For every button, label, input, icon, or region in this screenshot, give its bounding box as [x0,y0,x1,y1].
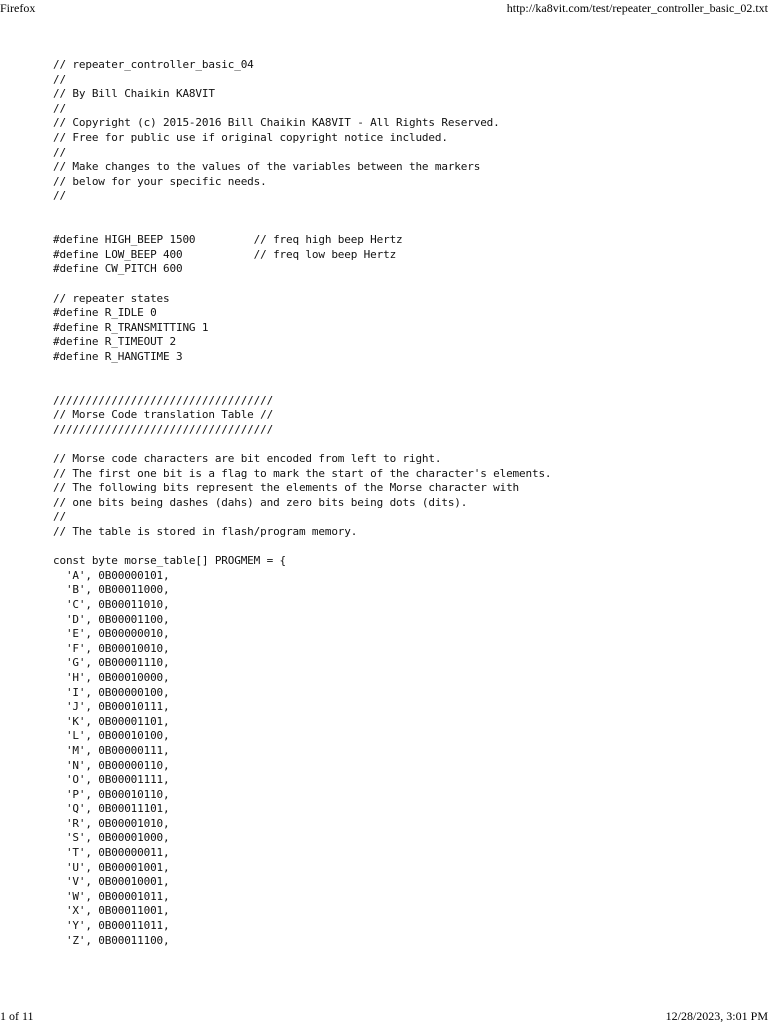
code-line: // [53,72,66,86]
code-line: #define R_TIMEOUT 2 [53,335,176,349]
browser-name: Firefox [0,1,36,15]
code-line: 'M', 0B00000111, [53,743,170,757]
code-line: // [53,101,66,115]
code-line: // [53,189,66,203]
code-line: // Morse code characters are bit encoded from left to right. [53,452,442,466]
code-line: // Free for public use if original copyright notice included. [53,130,448,144]
code-line: 'L', 0B00010100, [53,729,170,743]
code-line [53,277,753,292]
code-line: 'C', 0B00011010, [53,597,170,611]
code-line: // [53,145,66,159]
code-line: // repeater states [53,291,170,305]
code-line: 'V', 0B00010001, [53,875,170,889]
code-line: 'Q', 0B00011101, [53,802,170,816]
code-line: 'N', 0B00000110, [53,758,170,772]
code-line: // The following bits represent the elements of the Morse character with [53,481,520,495]
code-line: 'Y', 0B00011011, [53,919,170,933]
code-line: // one bits being dashes (dahs) and zero bits being dots (dits). [53,495,468,509]
code-line: #define LOW_BEEP 400 // freq low beep Hertz [53,247,397,261]
code-line: 'O', 0B00001111, [53,773,170,787]
code-line: 'G', 0B00001110, [53,656,170,670]
code-line: 'F', 0B00010010, [53,641,170,655]
code-line: // below for your specific needs. [53,174,267,188]
code-line: // The table is stored in flash/program memory. [53,525,358,538]
code-line: 'S', 0B00001000, [53,831,170,845]
code-line: 'W', 0B00001011, [53,889,170,903]
print-timestamp: 12/28/2023, 3:01 PM [665,1009,768,1023]
code-line: ////////////////////////////////// [53,393,274,407]
code-line: // repeater_controller_basic_04 [53,58,254,71]
code-line: // By Bill Chaikin KA8VIT [53,87,215,101]
code-line [53,219,753,234]
code-line: const byte morse_table[] PROGMEM = { [53,554,287,568]
code-line: // The first one bit is a flag to mark the start of the character's elements. [53,466,552,480]
code-line: 'E', 0B00000010, [53,627,170,641]
print-footer [0,1009,768,1024]
print-header [0,0,768,18]
code-line: 'B', 0B00011000, [53,583,170,597]
page-counter: 1 of 11 [0,1009,34,1023]
code-line: // [53,510,66,524]
code-line: 'H', 0B00010000, [53,670,170,684]
code-line: #define R_IDLE 0 [53,306,157,320]
code-line: ////////////////////////////////// [53,422,274,436]
code-line: // Copyright (c) 2015-2016 Bill Chaikin KA8VIT - All Rights Reserved. [53,116,500,130]
code-line [53,540,753,555]
code-line: #define R_TRANSMITTING 1 [53,320,209,334]
code-line [53,379,753,394]
code-line: 'U', 0B00001001, [53,860,170,874]
code-line: 'D', 0B00001100, [53,612,170,626]
code-line: 'J', 0B00010111, [53,700,170,714]
code-line: #define R_HANGTIME 3 [53,349,183,363]
code-line: 'P', 0B00010110, [53,787,170,801]
code-line: 'K', 0B00001101, [53,714,170,728]
code-line: // Make changes to the values of the variables between the markers [53,160,481,174]
code-line: 'T', 0B00000011, [53,846,170,860]
code-line: #define HIGH_BEEP 1500 // freq high beep Hertz [53,233,403,247]
code-line: #define CW_PITCH 600 [53,262,183,276]
plain-text-document [53,58,753,968]
code-line: 'A', 0B00000101, [53,568,170,582]
code-line: 'R', 0B00001010, [53,816,170,830]
code-line [53,204,753,219]
code-line [53,437,753,452]
code-line: 'I', 0B00000100, [53,685,170,699]
code-line: 'Z', 0B00011100, [53,933,170,947]
code-line [53,364,753,379]
code-line: 'X', 0B00011001, [53,904,170,918]
code-line: // Morse Code translation Table // [53,408,274,422]
page-url[interactable]: http://ka8vit.com/test/repeater_controller_basic_02.txt [506,1,768,15]
